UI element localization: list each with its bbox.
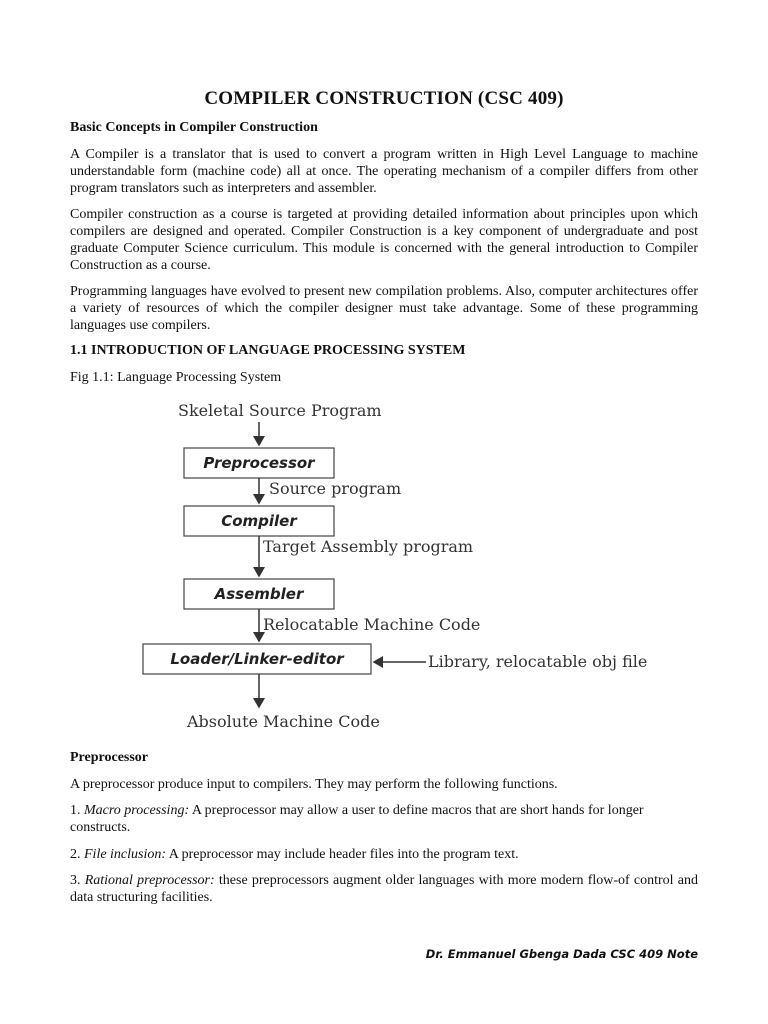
list-term: Rational preprocessor: [84,873,215,888]
assembler-box-label: Assembler [214,585,304,603]
section-heading-basic-concepts: Basic Concepts in Compiler Construction [70,120,318,135]
list-term: Macro processing: [84,803,190,818]
list-number: 1. [70,803,81,818]
list-item-file-inclusion [70,846,698,863]
list-number: 3. [70,873,81,888]
list-text: these preprocessors augment older languages with more modern flow-of control and data structuring facilities. [70,873,699,905]
compiler-box-label: Compiler [221,512,297,530]
list-number: 2. [70,847,81,862]
page-title: COMPILER CONSTRUCTION (CSC 409) [204,88,564,109]
loader-linker-box-label: Loader/Linker-editor [170,650,344,668]
page-footer: Dr. Emmanuel Gbenga Dada CSC 409 Note [425,947,698,961]
paragraph-course-description: Compiler construction as a course is targeted at providing detailed information about principles upon which compilers are designed and operated. Compiler Construction is a key component of undergraduate and post graduate Computer Science curriculum. This module is concerned with the general introduction to Compiler Construction as a course. [70,207,698,273]
list-item-rational-preprocessor [70,872,698,906]
library-input-label: Library, relocatable obj file [428,652,648,671]
list-term: File inclusion: [84,847,167,862]
diagram-input-label: Skeletal Source Program [178,401,382,420]
figure-caption: Fig 1.1: Language Processing System [70,370,282,385]
edge-label-source-program: Source program [269,479,402,498]
list-text: A preprocessor may include header files into the program text. [166,847,519,862]
edge-label-relocatable-code: Relocatable Machine Code [263,615,481,634]
edge-label-target-assembly: Target Assembly program [263,537,474,556]
list-item-macro-processing [70,802,698,836]
preprocessor-box-label: Preprocessor [203,454,315,472]
diagram-output-label: Absolute Machine Code [187,712,380,731]
language-processing-diagram [70,395,698,740]
section-heading-language-processing: 1.1 INTRODUCTION OF LANGUAGE PROCESSING SYSTEM [70,343,466,358]
list-text: A preprocessor may allow a user to define macros that are short hands for longer constructs. [70,803,644,835]
paragraph-preprocessor-intro: A preprocessor produce input to compilers. They may perform the following functions. [70,777,558,792]
paragraph-compiler-definition: A Compiler is a translator that is used to convert a program written in High Level Language to machine understandable form (machine code) all at once. The operating mechanism of a compiler differs from other program translators such as interpreters and assembler. [70,147,698,196]
paragraph-programming-languages: Programming languages have evolved to present new compilation problems. Also, computer architectures offer a variety of resources of which the compiler designer must take advantage. Some of these programming languages use compilers. [70,284,698,333]
section-heading-preprocessor: Preprocessor [70,750,149,765]
